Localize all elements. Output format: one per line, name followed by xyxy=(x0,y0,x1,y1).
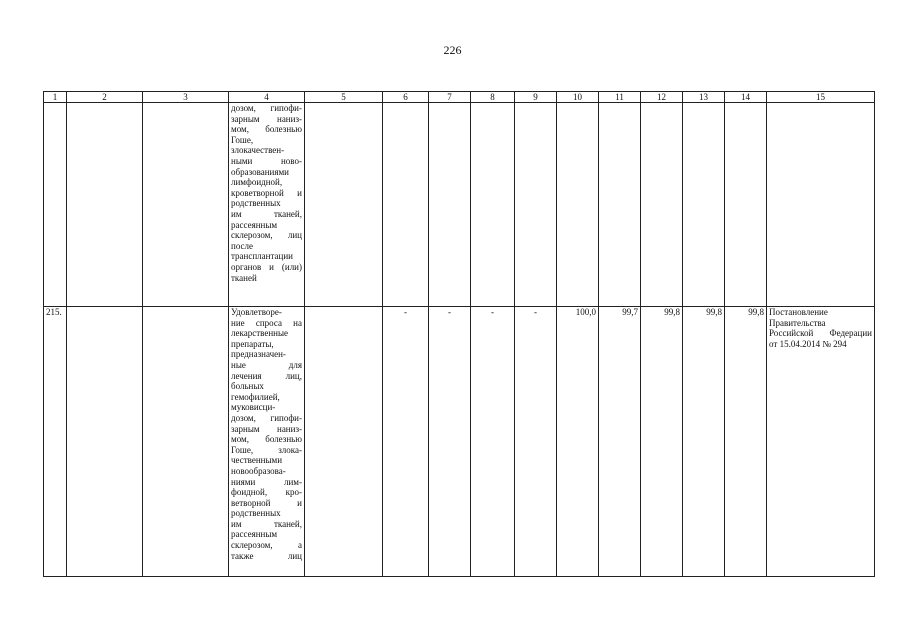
text-line: родственных xyxy=(231,508,281,519)
text-line: препараты, xyxy=(231,338,274,349)
table-cell xyxy=(383,103,429,307)
text-line: мом, болезнью xyxy=(231,124,302,135)
text-line: кроветворной и xyxy=(231,187,302,198)
text-line: лечения лиц, xyxy=(231,370,302,381)
header-cell: 5 xyxy=(305,92,383,103)
text-line: также лиц xyxy=(231,550,302,561)
text-line: трансплантации xyxy=(231,251,293,262)
text-line: гемофилией, xyxy=(231,391,280,402)
text-line: лекарственные xyxy=(231,328,289,339)
legal-basis-cell xyxy=(767,307,875,577)
text-line: злокачествен- xyxy=(231,145,285,156)
text-line: рассеянным xyxy=(231,529,278,540)
header-cell: 13 xyxy=(683,92,725,103)
header-cell: 6 xyxy=(383,92,429,103)
header-cell: 8 xyxy=(471,92,515,103)
header-cell: 15 xyxy=(767,92,875,103)
text-line: рассеянным xyxy=(231,219,278,230)
value-cell: 99,7 xyxy=(599,307,641,577)
text-line: им тканей, xyxy=(231,208,302,219)
text-line: органов и (или) xyxy=(231,261,302,272)
header-cell: 7 xyxy=(429,92,471,103)
header-cell: 12 xyxy=(641,92,683,103)
table-cell xyxy=(67,103,143,307)
table-cell xyxy=(67,307,143,577)
text-line: ниями лим- xyxy=(231,476,302,487)
text-line: Правительства xyxy=(769,317,826,328)
data-table xyxy=(43,91,875,577)
value-cell: 99,8 xyxy=(683,307,725,577)
value-cell: 99,8 xyxy=(725,307,767,577)
value-cell: 99,8 xyxy=(641,307,683,577)
text-line: новообразова- xyxy=(231,465,286,476)
table-cell xyxy=(305,103,383,307)
value-cell: - xyxy=(471,307,515,577)
header-row xyxy=(44,92,875,103)
text-line: ные для xyxy=(231,359,302,370)
header-cell: 4 xyxy=(229,92,305,103)
header-cell: 9 xyxy=(515,92,557,103)
table-cell xyxy=(471,103,515,307)
text-line: предназначен- xyxy=(231,349,286,360)
header-cell: 3 xyxy=(143,92,229,103)
text-line: родственных xyxy=(231,198,281,209)
table-cell xyxy=(725,103,767,307)
table-cell xyxy=(143,103,229,307)
page-number: 226 xyxy=(443,43,462,57)
table-cell xyxy=(683,103,725,307)
table-cell xyxy=(599,103,641,307)
text-line: им тканей, xyxy=(231,518,302,529)
text-line: Постановление xyxy=(769,307,828,317)
row-number-cell: 215. xyxy=(44,307,67,577)
header-cell: 2 xyxy=(67,92,143,103)
text-line: после xyxy=(231,240,254,251)
value-cell: 100,0 xyxy=(557,307,599,577)
text-line: Гоше, злока- xyxy=(231,444,302,455)
value-cell: - xyxy=(383,307,429,577)
table-cell xyxy=(44,103,67,307)
header-cell: 11 xyxy=(599,92,641,103)
text-line: лимфоидной, xyxy=(231,177,283,188)
table-row-215 xyxy=(44,307,875,577)
text-line: мом, болезнью xyxy=(231,434,302,445)
table-cell xyxy=(557,103,599,307)
value-cell: - xyxy=(429,307,471,577)
table-cell xyxy=(515,103,557,307)
text-line: чественными xyxy=(231,455,283,466)
indicator-description-cell xyxy=(229,307,305,577)
indicator-description-cell xyxy=(229,103,305,307)
text-line: тканей xyxy=(231,272,257,283)
table-cell xyxy=(429,103,471,307)
text-line: образованиями xyxy=(231,166,289,177)
text-line: Гоше, xyxy=(231,134,254,145)
table-cell xyxy=(641,103,683,307)
table-row-continuation xyxy=(44,103,875,307)
text-line: зарным наниз- xyxy=(231,113,302,124)
text-line: склерозом, а xyxy=(231,540,302,551)
table-cell xyxy=(767,103,875,307)
text-line: от 15.04.2014 № 294 xyxy=(769,338,847,349)
text-line: фоидной, кро- xyxy=(231,487,302,498)
header-cell: 1 xyxy=(44,92,67,103)
text-line: муковисци- xyxy=(231,402,276,413)
value-cell: - xyxy=(515,307,557,577)
text-line: Российской Федерации xyxy=(769,328,872,339)
header-cell: 14 xyxy=(725,92,767,103)
text-line: дозом, гипофи- xyxy=(231,103,302,113)
table-cell xyxy=(143,307,229,577)
header-cell: 10 xyxy=(557,92,599,103)
text-line: дозом, гипофи- xyxy=(231,412,302,423)
table-cell xyxy=(305,307,383,577)
text-line: Удовлетворе- xyxy=(231,307,282,317)
text-line: склерозом, лиц xyxy=(231,230,302,241)
text-line: ние спроса на xyxy=(231,317,302,328)
text-line: ветворной и xyxy=(231,497,302,508)
text-line: ными ново- xyxy=(231,155,302,166)
text-line: больных xyxy=(231,381,264,392)
text-line: зарным наниз- xyxy=(231,423,302,434)
